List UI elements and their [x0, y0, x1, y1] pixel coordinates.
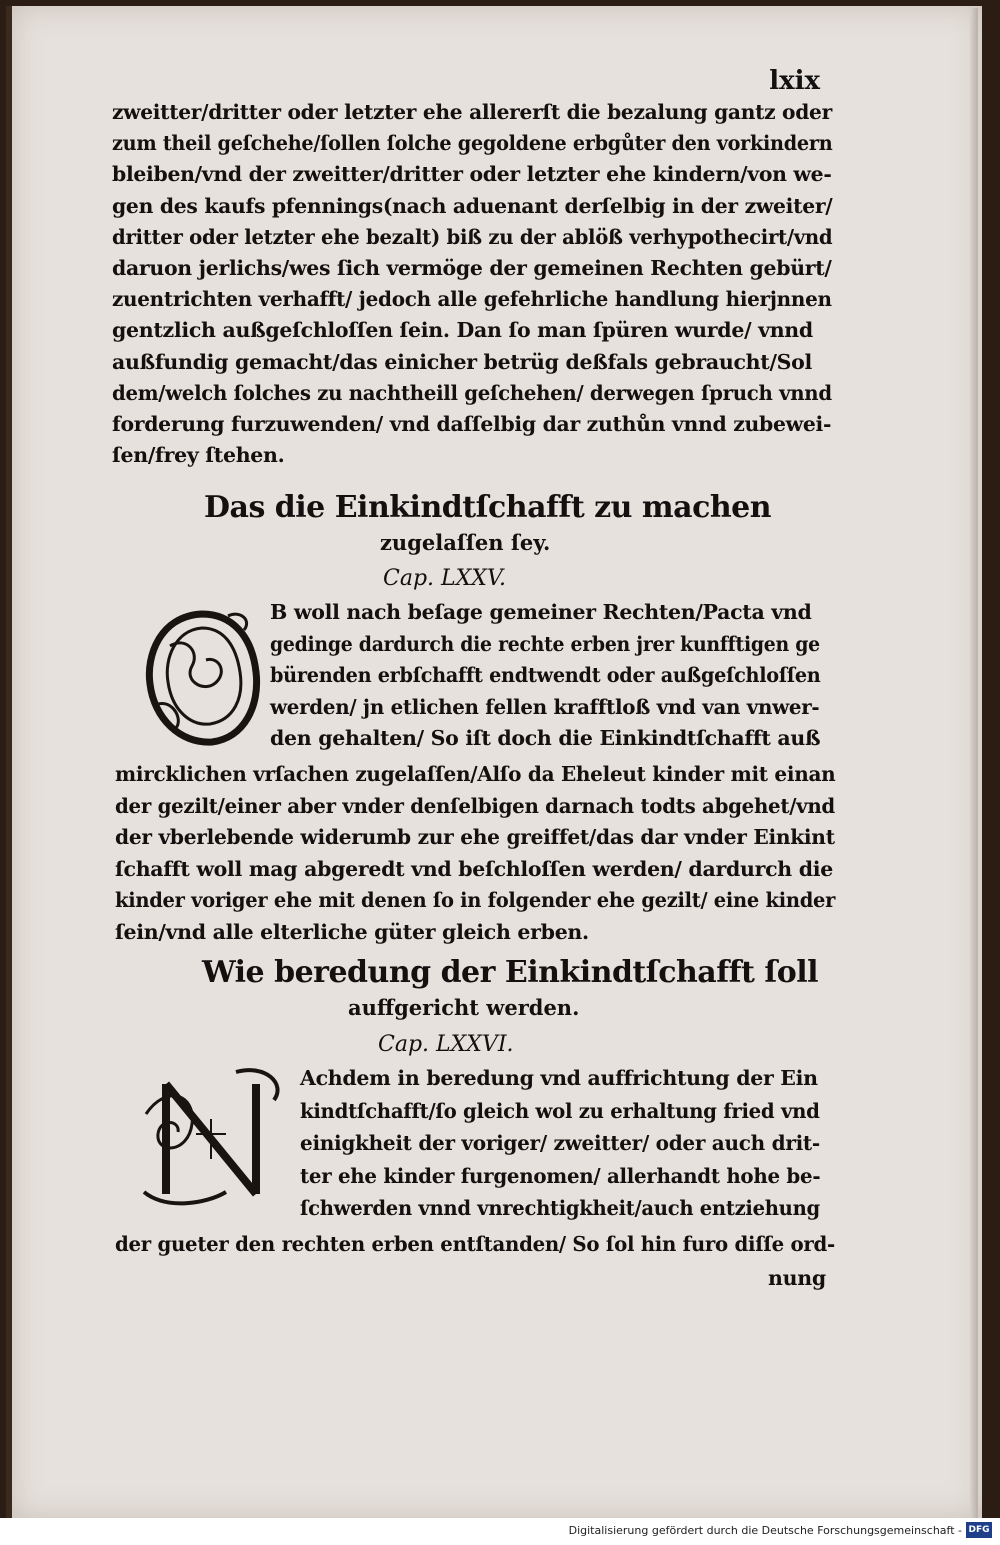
- text-line: kindtſchafft/ſo gleich wol zu erhaltung fried vnd: [300, 1098, 820, 1123]
- text-line: dritter oder letzter ehe bezalt) biß zu der ablöß verhypothecirt/vnd: [112, 224, 833, 249]
- text-line: mircklichen vrſachen zugelaſſen/Alſo da Eheleut kinder mit einan: [115, 762, 836, 786]
- section-title: Wie beredung der Einkindtſchafft ſoll: [202, 955, 819, 990]
- text-line: der gezilt/einer aber vnder denſelbigen darnach todts abgehet/vnd: [115, 793, 835, 818]
- decorated-initial-n: [136, 1064, 296, 1218]
- text-line: zweitter/dritter oder letzter ehe allererſt die bezalung gantz oder: [112, 100, 832, 124]
- catchword: nung: [768, 1266, 826, 1290]
- text-line: gedinge dardurch die rechte erben jrer kunfftigen ge: [270, 631, 820, 656]
- text-line: Achdem in beredung vnd auffrichtung der Ein: [300, 1066, 818, 1090]
- decorated-initial-o: [140, 606, 265, 755]
- text-line: ſen/frey ſtehen.: [112, 443, 285, 468]
- text-line: der gueter den rechten erben entſtanden/ So ſol hin furo diſſe ord-: [115, 1232, 835, 1256]
- text-line: den gehalten/ So iſt doch die Einkindtſchafft auß: [270, 726, 821, 750]
- section-title: Das die Einkindtſchafft zu machen: [204, 490, 772, 525]
- chapter-number: Cap. LXXV.: [383, 566, 506, 591]
- text-line: kinder voriger ehe mit denen ſo in folgender ehe gezilt/ eine kinder: [115, 888, 836, 912]
- text-line: ſchwerden vnnd vnrechtigkheit/auch entziehung: [300, 1196, 820, 1220]
- page-edge: [970, 8, 978, 1518]
- text-line: daruon jerlichs/wes ſich vermöge der gemeinen Rechten gebürt/: [112, 256, 832, 280]
- section1-indented-text: [270, 600, 820, 760]
- dfg-logo-icon: DFG: [966, 1522, 992, 1538]
- text-line: außfundig gemacht/das einicher betrüg deßfals gebraucht/Sol: [112, 349, 813, 374]
- text-line: werden/ jn etlichen fellen krafftloß vnd van vnwer-: [270, 694, 820, 719]
- text-line: forderung furzuwenden/ vnd daſſelbig dar zuthůn vnnd zubewei-: [112, 412, 832, 436]
- text-line: bleiben/vnd der zweitter/dritter oder letzter ehe kindern/von we-: [112, 162, 832, 187]
- text-line: B woll nach beſage gemeiner Rechten/Pacta vnd: [270, 600, 812, 624]
- text-line: gentzlich außgeſchloſſen ſein. Dan ſo man ſpüren wurde/ vnnd: [112, 318, 813, 343]
- text-line: zum theil geſchehe/ſollen ſolche gegoldene erbgůter den vorkindern: [112, 131, 833, 156]
- text-line: ter ehe kinder furgenomen/ allerhandt hohe be-: [300, 1163, 821, 1188]
- section2-indented-text: [300, 1066, 820, 1231]
- text-line: gen des kaufs pfennings(nach aduenant derſelbig in der zweiter/: [112, 193, 833, 218]
- section2-body-text: [115, 1232, 835, 1266]
- footer-credit: Digitalisierung gefördert durch die Deutsche Forschungsgemeinschaft -: [568, 1524, 962, 1537]
- text-line: ſchafft woll mag abgeredt vnd beſchloſſen werden/ dardurch die: [115, 856, 833, 881]
- folio-number: lxix: [769, 66, 820, 96]
- text-line: einigkheit der voriger/ zweitter/ oder auch drit-: [300, 1131, 820, 1155]
- paragraph-continuation: [112, 100, 832, 480]
- section1-body-text: [115, 762, 835, 952]
- text-line: bürenden erbſchafft endtwendt oder außgeſchloſſen: [270, 663, 821, 687]
- text-line: ſein/vnd alle elterliche güter gleich erben.: [115, 919, 589, 944]
- chapter-number: Cap. LXXVI.: [378, 1032, 514, 1057]
- text-line: zuentrichten verhafft/ jedoch alle gefehrliche handlung hierjnnen: [112, 287, 832, 312]
- text-line: der vberlebende widerumb zur ehe greiffet/das dar vnder Einkint: [115, 825, 835, 849]
- section-subtitle: auffgericht werden.: [348, 995, 580, 1020]
- section-subtitle: zugelaſſen ſey.: [380, 530, 551, 555]
- text-line: dem/welch ſolches zu nachtheill geſchehen/ derwegen ſpruch vnnd: [112, 380, 832, 405]
